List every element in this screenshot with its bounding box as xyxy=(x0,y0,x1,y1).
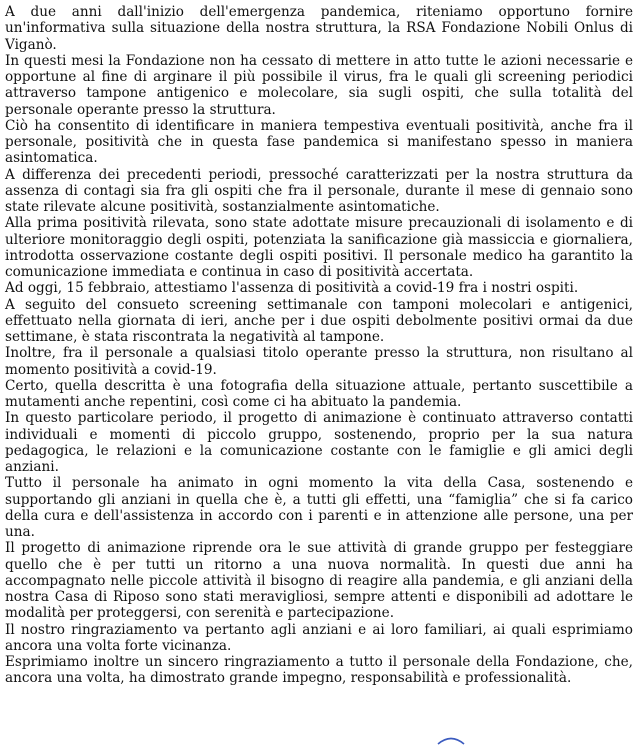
paragraph: A due anni dall'inizio dell'emergenza pandemica, riteniamo opportuno fornire un'informativa sulla situazione della nostra struttura, la RSA Fondazione Nobili Onlus di Viganò. xyxy=(5,4,633,53)
paragraph: Ad oggi, 15 febbraio, attestiamo l'assenza di positività a covid-19 fra i nostri ospiti. xyxy=(5,280,579,297)
paragraph: Ciò ha consentito di identificare in maniera tempestiva eventuali positività, anche fra il personale, positività che in questa fase pandemica si manifestano spesso in maniera asintomatica. xyxy=(5,117,633,167)
paragraph: Il nostro ringraziamento va pertanto agli anziani e ai loro familiari, ai quali esprimiamo ancora una volta forte vicinanza. xyxy=(5,621,633,654)
paragraph: Certo, quella descritta è una fotografia della situazione attuale, pertanto suscettibile a mutamenti anche repentini, così come ci ha abituato la pandemia. xyxy=(5,377,633,410)
paragraph: Il progetto di animazione riprende ora le sue attività di grande gruppo per festeggiare quello che è per tutti un ritorno a una nuova normalità. In questi due anni ha accompagnato nelle piccole attività il bisogno di reagire alla pandemia, e gli anziani della nostra Casa di Riposo sono stati meravigliosi, sempre attenti e disponibili ad adottare le modalità per proteggersi, con serenità e partecipazione. xyxy=(5,540,633,622)
paragraph: Tutto il personale ha animato in ogni momento la vita della Casa, sostenendo e supportando gli anziani in quella che è, a tutti gli effetti, una “famiglia” che si fa carico della cura e dell'assistenza in accordo con i parenti e in attenzione alle persone, una per una. xyxy=(5,475,633,540)
paragraph: A differenza dei precedenti periodi, pressoché caratterizzati per la nostra struttura da assenza di contagi sia fra gli ospiti che fra il personale, durante il mese di gennaio sono state rilevate alcune positività, sostanzialmente asintomatiche. xyxy=(5,166,633,215)
paragraph: Esprimiamo inoltre un sincero ringraziamento a tutto il personale della Fondazione, che, ancora una volta, ha dimostrato grande impegno, responsabilità e professionalità. xyxy=(5,654,633,687)
paragraph: In questo particolare periodo, il progetto di animazione è continuato attraverso contatti individuali e momenti di piccolo gruppo, sostenendo, proprio per la sua natura pedagogica, le relazioni e la comunicazione costante con le famiglie e gli amici degli anziani. xyxy=(5,410,633,475)
document-body xyxy=(5,4,633,687)
paragraph: In questi mesi la Fondazione non ha cessato di mettere in atto tutte le azioni necessarie e opportune al fine di arginare il più possibile il virus, fra le quali gli screening periodici attraverso tampone antigenico e molecolare, sia sugli ospiti, che sulla totalità del personale operante presso la struttura. xyxy=(5,52,633,118)
paragraph: A seguito del consueto screening settimanale con tamponi molecolari e antigenici, effettuato nella giornata di ieri, anche per i due ospiti debolmente positivi ormai da due settimane, è stata riscontrata la negatività al tampone. xyxy=(5,296,633,345)
paragraph: Alla prima positività rilevata, sono state adottate misure precauzionali di isolamento e di ulteriore monitoraggio degli ospiti, potenziata la sanificazione già massiccia e giornaliera, introdotta osservazione costante degli ospiti positivi. Il personale medico ha garantito la comunicazione immediata e continua in caso di positività accertata. xyxy=(5,215,633,280)
blue-arc-mark xyxy=(436,733,466,745)
paragraph: Inoltre, fra il personale a qualsiasi titolo operante presso la struttura, non risultano al momento positività a covid-19. xyxy=(5,345,633,378)
